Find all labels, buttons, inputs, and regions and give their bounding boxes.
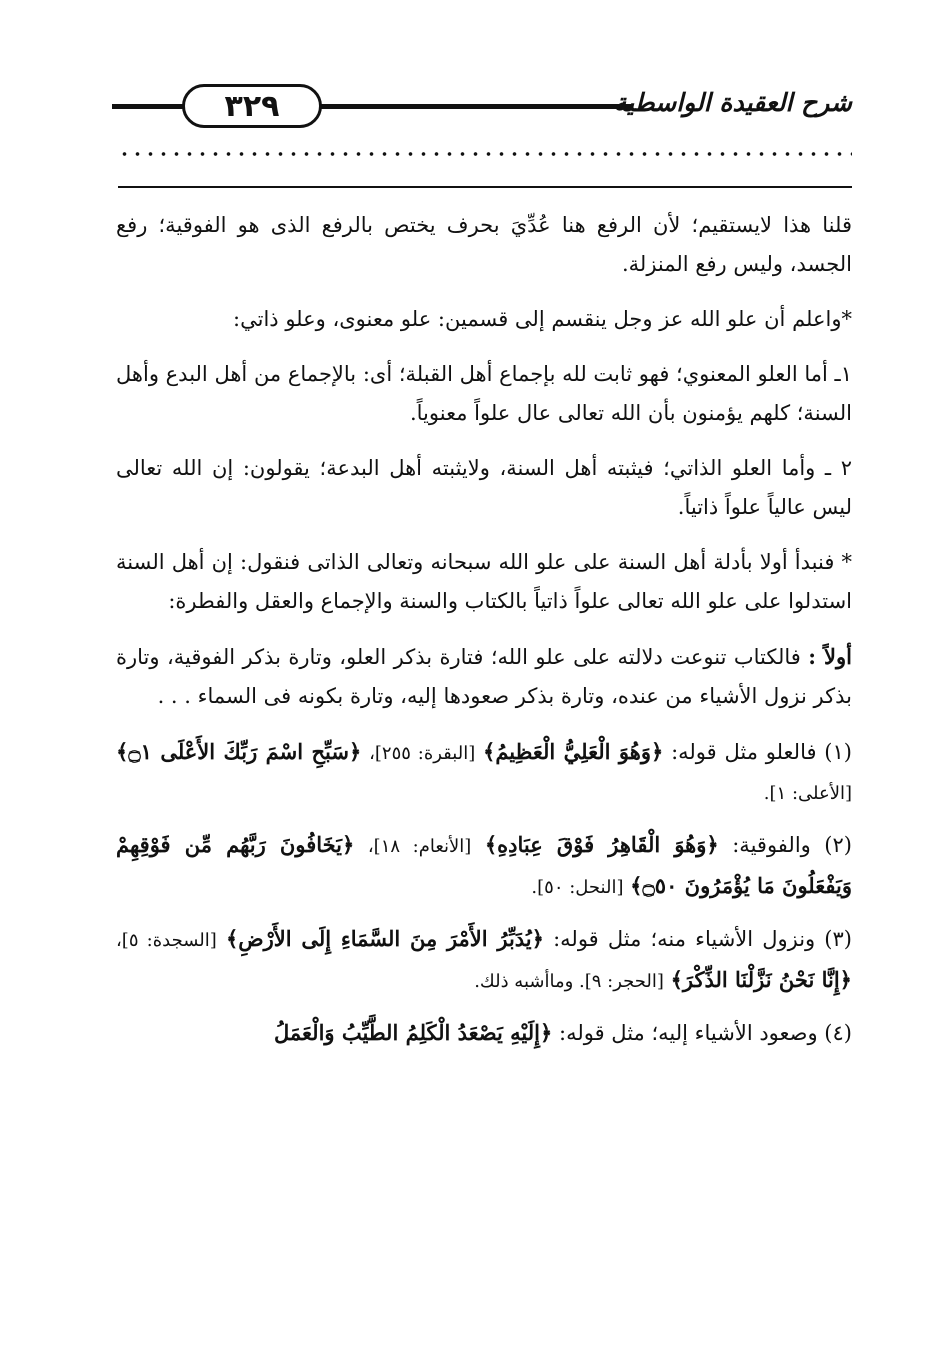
paragraph — [116, 825, 852, 907]
paragraph: *واعلم أن علو الله عز وجل ينقسم إلى قسمين: علو معنوى، وعلو ذاتي: — [233, 307, 852, 331]
verse-reference: [النحل: ٥٠]. — [531, 877, 624, 898]
verse-reference: [السجدة: ٥]، — [116, 930, 217, 951]
paragraph-text: (٤) وصعود الأشياء إليه؛ مثل قوله: — [559, 1021, 852, 1045]
paragraph: * فنبدأ أولا بأدلة أهل السنة على علو الله سبحانه وتعالى الذاتى فنقول: إن أهل السنة استدلوا على علو الله تعالى علواً ذاتياً بالكتاب والسنة والإجماع والعقل والفطرة: — [116, 550, 852, 613]
paragraph-lead: أولاً : — [808, 644, 852, 669]
page-number: ٣٢٩ — [182, 84, 322, 128]
verse-reference: [الأعلى: ١]. — [763, 783, 852, 804]
quran-verse: ﴿إِنَّا نَحْنُ نَزَّلْنَا الذِّكْرَ﴾ — [670, 967, 852, 992]
page-body — [116, 206, 852, 1065]
quran-verse: ﴿وَهُوَ الْعَلِيُّ الْعَظِيمُ﴾ — [483, 739, 664, 764]
verse-reference: [البقرة: ٢٥٥]، — [369, 743, 476, 764]
paragraph: قلنا هذا لايستقيم؛ لأن الرفع هنا عُدِّيَ بحرف يختص بالرفع الذى هو الفوقية؛ رفع الجسد، وليس رفع المنزلة. — [116, 213, 852, 276]
paragraph-text: (٣) ونزول الأشياء منه؛ مثل قوله: — [553, 927, 852, 951]
quran-verse: ﴿سَبِّحِ اسْمَ رَبِّكَ الأَعْلَى ۝١﴾ — [116, 739, 362, 764]
paragraph: ٢ ـ وأما العلو الذاتي؛ فيثبته أهل السنة، ولايثبته أهل البدعة؛ يقولون: إن الله تعالى ليس عالياً علواً ذاتياً. — [116, 456, 852, 519]
paragraph — [116, 1013, 852, 1053]
quran-verse: ﴿يَخَافُونَ رَبَّهُم مِّن فَوْقِهِمْ وَيَفْعَلُونَ مَا يُؤْمَرُونَ ۝٥٠﴾ — [116, 832, 852, 898]
paragraph-text: فالكتاب تنوعت دلالته على علو الله؛ فتارة بذكر العلو، وتارة بذكر الفوقية، وتارة بذكر نزول الأشياء من عنده، وتارة بذكر صعودها إليه، وتارة بكونه فى السماء . . . — [116, 645, 852, 708]
book-title: شرح العقيدة الواسطية — [613, 88, 852, 117]
paragraph — [116, 637, 852, 716]
paragraph: ١ـ أما العلو المعنوي؛ فهو ثابت لله بإجماع أهل القبلة؛ أى: بالإجماع من أهل البدع وأهل السنة؛ كلهم يؤمنون بأن الله تعالى عال علواً معنوياً. — [116, 362, 852, 425]
quran-verse: ﴿وَهُوَ الْقَاهِرُ فَوْقَ عِبَادِهِ﴾ — [484, 832, 719, 857]
header-divider — [118, 186, 852, 188]
page-header — [112, 82, 852, 132]
dotted-divider — [118, 150, 852, 158]
verse-reference: [الأنعام: ١٨]، — [367, 836, 472, 857]
paragraph — [116, 732, 852, 813]
quran-verse: ﴿يُدَبِّرُ الأَمْرَ مِنَ السَّمَاءِ إِلَى الأَرْضِ﴾ — [225, 926, 544, 951]
paragraph-text: (١) فالعلو مثل قوله: — [671, 740, 852, 764]
verse-reference: [الحجر: ٩]. وماأشبه ذلك. — [474, 971, 664, 992]
quran-verse: ﴿إِلَيْهِ يَصْعَدُ الْكَلِمُ الطَّيِّبُ وَالْعَمَلُ — [274, 1020, 553, 1045]
paragraph-text: (٢) والفوقية: — [732, 833, 852, 857]
paragraph — [116, 919, 852, 1001]
